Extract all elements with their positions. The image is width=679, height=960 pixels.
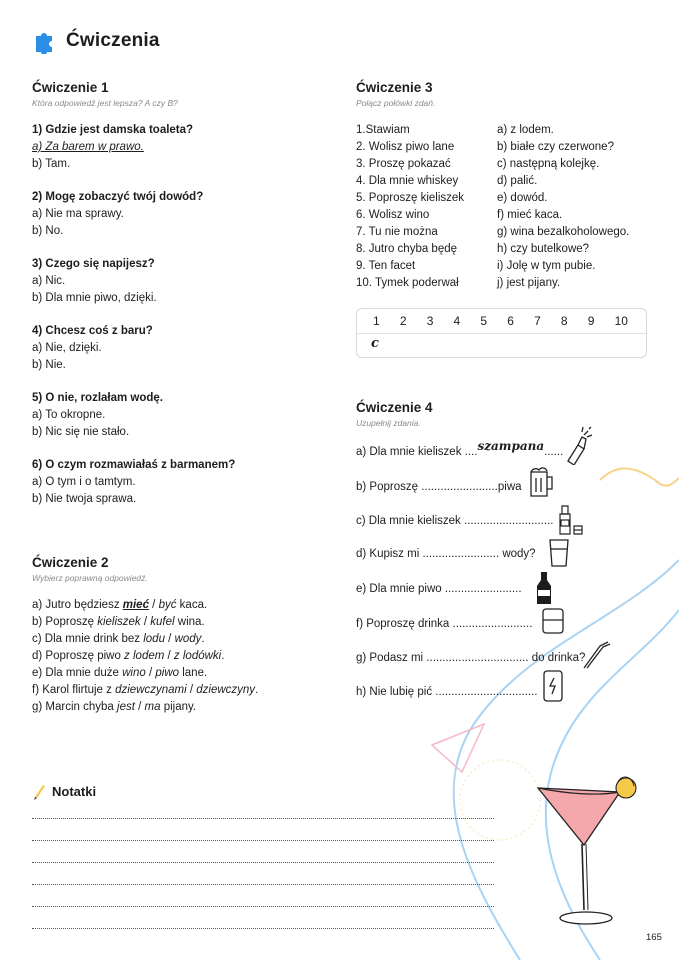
exercise-4-item: f) Poproszę drinka .........................: [356, 618, 533, 630]
exercise-4: [356, 400, 656, 428]
question-text: 5) O nie, rozlałam wodę.: [32, 392, 164, 404]
answer-b: b) No.: [32, 225, 64, 237]
option-1: dziewczynami: [115, 684, 187, 696]
item-text: e) Dla mnie duże: [32, 667, 123, 679]
exercise-2-item: [32, 597, 332, 614]
left-item: 5. Poproszę kieliszek: [356, 192, 465, 204]
item-text: a) Dla mnie kieliszek ....: [356, 446, 478, 458]
option-1: lodu: [143, 633, 165, 645]
item-text: g) Marcin chyba: [32, 701, 118, 713]
item-dots: ......: [544, 446, 564, 458]
exercise-3-subtitle: Połącz połówki zdań.: [356, 98, 436, 108]
option-1: mieć: [122, 599, 149, 611]
exercise-3-title: Ćwiczenie 3: [356, 80, 433, 95]
option-2: dziewczyny: [196, 684, 256, 696]
exercise-4-item: d) Kupisz mi ........................ wody?: [356, 548, 536, 560]
right-item: d) palić.: [497, 175, 538, 187]
left-column: [356, 122, 497, 292]
grid-number: 6: [507, 314, 514, 328]
right-item: j) jest pijany.: [497, 277, 561, 289]
note-line[interactable]: [32, 862, 494, 863]
item-text-end: lane.: [179, 667, 208, 679]
item-text: d) Poproszę piwo: [32, 650, 125, 662]
grid-number: 10: [614, 314, 628, 328]
exercise-2-item: [32, 682, 332, 699]
question-block: [32, 323, 322, 374]
right-item: h) czy butelkowe?: [497, 243, 590, 255]
left-item: 2. Wolisz piwo lane: [356, 141, 455, 153]
left-item: 1.Stawiam: [356, 124, 410, 136]
right-item: f) mieć kaca.: [497, 209, 563, 221]
item-text-end: .: [221, 650, 225, 662]
item-text: c) Dla mnie drink bez: [32, 633, 144, 645]
cocktail-glass-illustration: [528, 770, 648, 940]
grid-number: 8: [560, 314, 568, 328]
left-item: 3. Proszę pokazać: [356, 158, 451, 170]
left-item: 4. Dla mnie whiskey: [356, 175, 459, 187]
exercise-2-title: Ćwiczenie 2: [32, 555, 109, 570]
exercise-2-subtitle: Wybierz poprawną odpowiedź.: [32, 573, 148, 583]
right-item: e) dowód.: [497, 192, 548, 204]
note-line[interactable]: [32, 840, 494, 841]
option-2: kufel: [150, 616, 175, 628]
exercise-2-items: [32, 597, 332, 716]
note-line[interactable]: [32, 928, 494, 929]
answer-grid: [356, 308, 647, 358]
note-line[interactable]: [32, 884, 494, 885]
exercise-1-questions: [32, 122, 322, 508]
item-text: a) Jutro będziesz: [32, 599, 123, 611]
exercise-1-subtitle: Która odpowiedź jest lepsza? A czy B?: [32, 98, 178, 108]
item-text-end: .: [255, 684, 259, 696]
option-2: piwo: [155, 667, 180, 679]
note-line[interactable]: [32, 818, 494, 819]
answer-a: a) O tym i o tamtym.: [32, 476, 136, 488]
vodka-bottle-icon: [556, 502, 586, 536]
right-item: g) wina bezalkoholowego.: [497, 226, 630, 238]
question-text: 2) Mogę zobaczyć twój dowód?: [32, 191, 204, 203]
question-block: [32, 122, 322, 173]
item-text-end: kaca.: [176, 599, 208, 611]
option-2: być: [158, 599, 177, 611]
exercise-4-item: c) Dla mnie kieliszek ............................: [356, 515, 554, 527]
answer-b: b) Nic się nie stało.: [32, 426, 130, 438]
item-text-end: wina.: [174, 616, 205, 628]
beer-bottle-icon: [534, 570, 554, 606]
option-1: wino: [122, 667, 146, 679]
grid-number: 7: [534, 314, 541, 328]
separator: /: [134, 701, 145, 713]
grid-number: 4: [453, 314, 461, 328]
exercise-2-item: [32, 614, 332, 631]
answer-1-handwritten: c: [371, 336, 379, 351]
question-text: 6) O czym rozmawiałaś z barmanem?: [32, 459, 236, 471]
answer-b: b) Nie twoja sprawa.: [32, 493, 137, 505]
option-2: z lodówki: [173, 650, 222, 662]
answer-b: b) Tam.: [32, 158, 71, 170]
exercise-4-item: [356, 439, 564, 461]
left-item: 9. Ten facet: [356, 260, 416, 272]
answer-a: a) Nie, dzięki.: [32, 342, 102, 354]
match-columns: [356, 122, 656, 292]
grid-number: 1: [373, 314, 380, 328]
exercise-1-title: Ćwiczenie 1: [32, 80, 109, 95]
page-number: 165: [646, 932, 662, 943]
answer-b: b) Nie.: [32, 359, 66, 371]
tumbler-glass-icon: [540, 606, 566, 636]
answer-a: a) Nic.: [32, 275, 66, 287]
grid-number: 2: [399, 314, 407, 328]
water-glass-icon: [548, 537, 570, 569]
right-column: [497, 122, 629, 292]
right-item: a) z lodem.: [497, 124, 554, 136]
answer-b: b) Dla mnie piwo, dzięki.: [32, 292, 157, 304]
page-header: [32, 28, 160, 54]
item-text: b) Poproszę: [32, 616, 98, 628]
page-title: Ćwiczenia: [66, 30, 160, 51]
separator: /: [148, 599, 159, 611]
right-item: b) białe czy czerwone?: [497, 141, 614, 153]
question-text: 4) Chcesz coś z baru?: [32, 325, 153, 337]
separator: /: [164, 650, 174, 662]
separator: /: [140, 616, 151, 628]
notes-header: [32, 782, 96, 800]
exercise-4-item: g) Podasz mi ................................ do drinka?: [356, 652, 586, 664]
item-text: f) Karol flirtuje z: [32, 684, 116, 696]
answer-a: a) Za barem w prawo.: [32, 141, 144, 153]
pencil-icon: [32, 782, 46, 800]
answer-grid-numbers: [357, 314, 646, 328]
exercise-2-item: [32, 665, 332, 682]
energy-drink-can-icon: [540, 668, 566, 704]
exercise-4-subtitle: Uzupełnij zdania.: [356, 418, 421, 428]
champagne-bottle-icon: [560, 425, 596, 465]
grid-number: 5: [480, 314, 488, 328]
exercise-2-item: [32, 631, 332, 648]
question-block: [32, 189, 322, 240]
straw-icon: [578, 640, 614, 670]
answer-a: a) Nie ma sprawy.: [32, 208, 124, 220]
puzzle-icon: [32, 28, 58, 54]
exercise-2-item: [32, 699, 332, 716]
item-text-end: pijany.: [160, 701, 197, 713]
question-block: [32, 390, 322, 441]
option-2: wody: [174, 633, 202, 645]
exercise-2-item: [32, 648, 332, 665]
exercise-2: [32, 555, 332, 716]
item-text-end: .: [201, 633, 205, 645]
question-block: [32, 256, 322, 307]
option-1: kieliszek: [97, 616, 141, 628]
beer-mug-icon: [528, 466, 556, 498]
grid-number: 9: [587, 314, 595, 328]
right-item: c) następną kolejkę.: [497, 158, 600, 170]
exercise-4-item: b) Poproszę ........................piwa: [356, 481, 522, 493]
notes-title: Notatki: [52, 783, 97, 799]
separator: /: [145, 667, 156, 679]
option-1: jest: [117, 701, 135, 713]
left-item: 10. Tymek poderwał: [356, 277, 459, 289]
separator: /: [164, 633, 175, 645]
question-text: 3) Czego się napijesz?: [32, 258, 155, 270]
left-item: 6. Wolisz wino: [356, 209, 430, 221]
question-text: 1) Gdzie jest damska toaleta?: [32, 124, 194, 136]
note-line[interactable]: [32, 906, 494, 907]
option-2: ma: [144, 701, 161, 713]
answer-a: a) To okropne.: [32, 409, 106, 421]
grid-number: 3: [426, 314, 434, 328]
left-item: 8. Jutro chyba będę: [356, 243, 458, 255]
question-block: [32, 457, 322, 508]
exercise-4-item: e) Dla mnie piwo ........................: [356, 583, 522, 595]
exercise-4-item: h) Nie lubię pić ................................: [356, 686, 538, 698]
exercise-1: [32, 80, 322, 508]
left-item: 7. Tu nie można: [356, 226, 438, 238]
separator: /: [186, 684, 197, 696]
option-1: z lodem: [124, 650, 165, 662]
exercise-4-title: Ćwiczenie 4: [356, 400, 433, 415]
handwritten-answer: szampana: [477, 439, 545, 453]
right-item: i) Jolę w tym pubie.: [497, 260, 596, 272]
exercise-3: [356, 80, 656, 292]
